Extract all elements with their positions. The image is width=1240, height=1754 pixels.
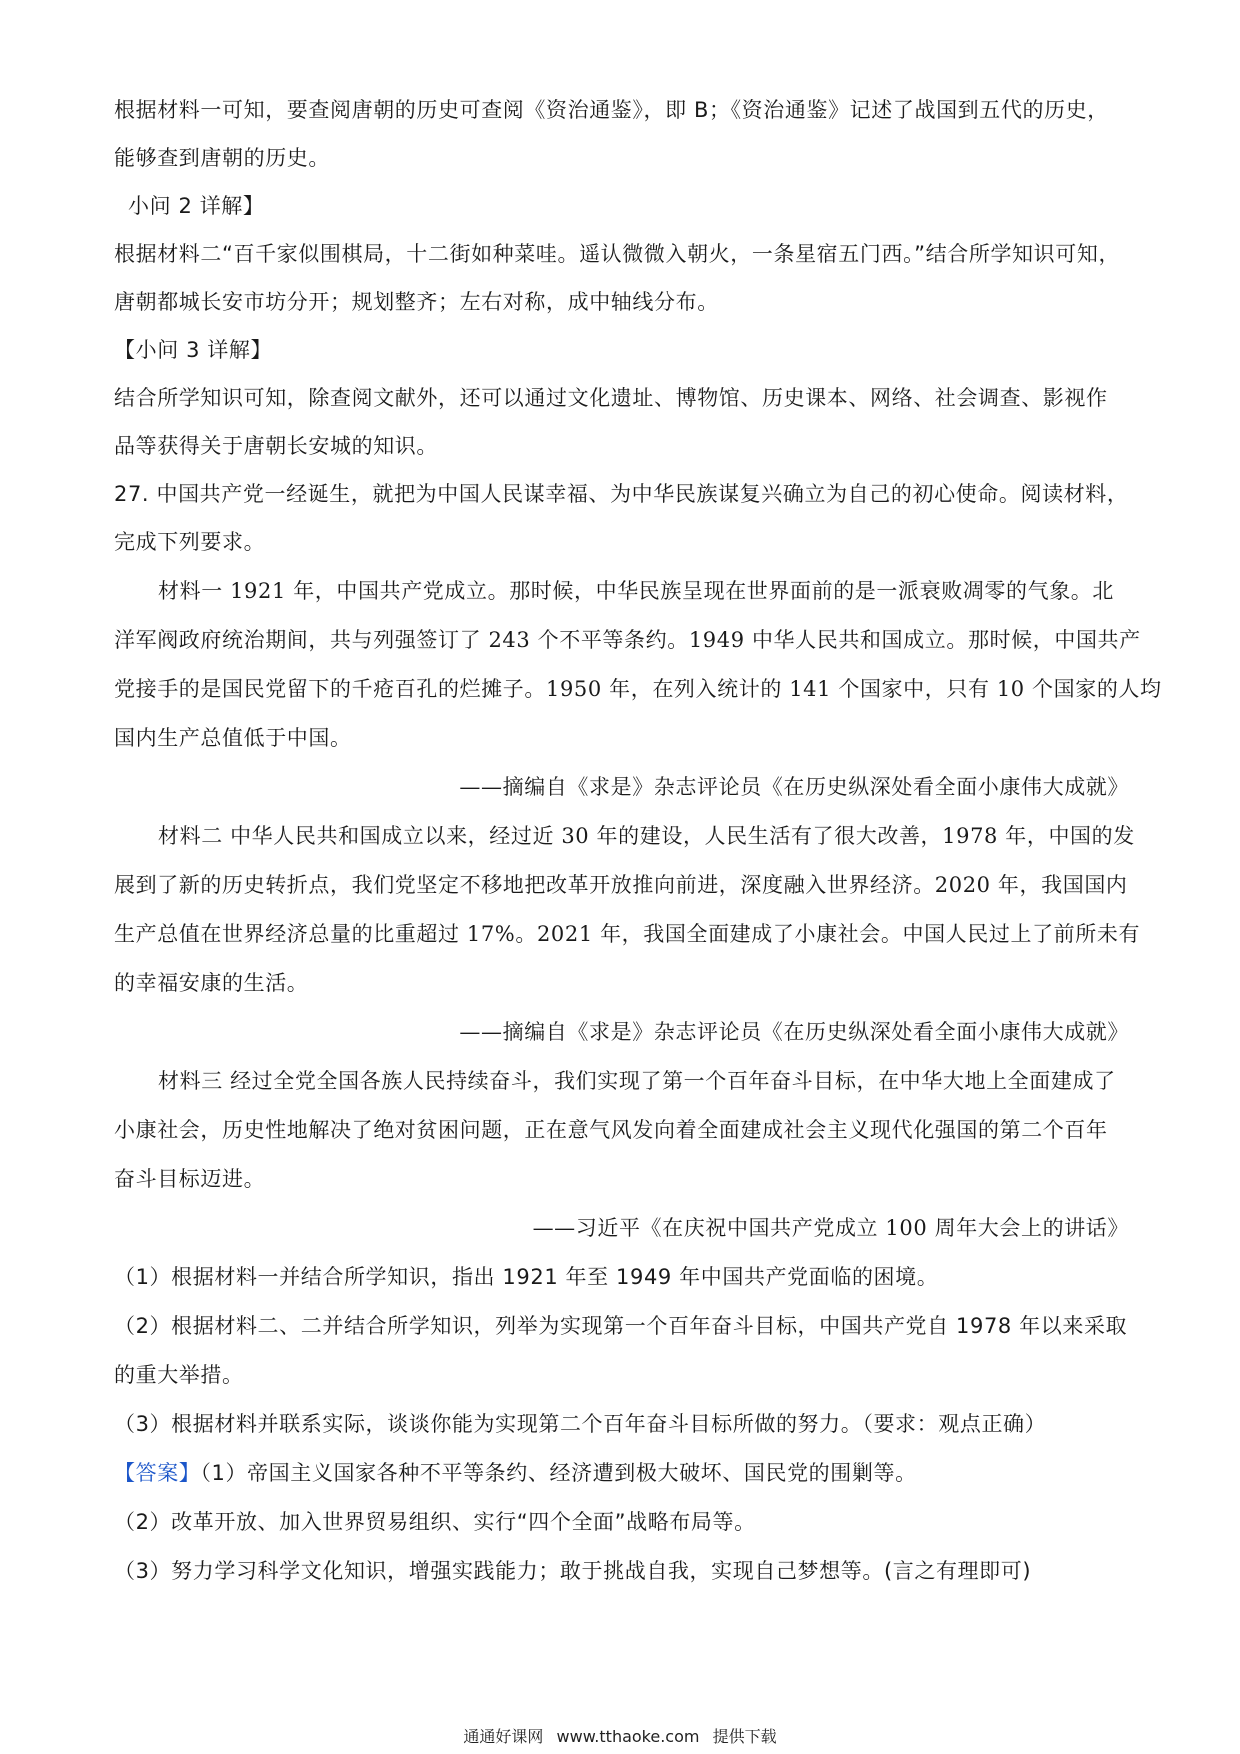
footer-url[interactable]: www.tthaoke.com	[556, 1727, 700, 1746]
para2-line2: 唐朝都城长安市坊分开；规划整齐；左右对称，成中轴线分布。	[114, 290, 719, 314]
material2-line4: 的幸福安康的生活。	[114, 971, 309, 995]
para2-line1: 根据材料二“百千家似围棋局，十二街如种菜哇。遥认微微入朝火，一条星宿五门西。”结合所学知识可知，	[114, 242, 1121, 266]
document-page	[114, 96, 1162, 1586]
material3-line1: 材料三 经过全党全国各族人民持续奋斗，我们实现了第一个百年奋斗目标，在中华大地上全面建成了	[158, 1069, 1116, 1093]
answer-3: （3）努力学习科学文化知识，增强实践能力；敢于挑战自我，实现自己梦想等。(言之有理即可)	[114, 1559, 1032, 1583]
para3-line1: 结合所学知识可知，除查阅文献外，还可以通过文化遗址、博物馆、历史课本、网络、社会调查、影视作	[114, 386, 1108, 410]
footer-suffix: 提供下载	[712, 1727, 777, 1746]
question-3-heading: 【小问 3 详解】	[114, 338, 273, 362]
answer-tag: 【答案】	[114, 1461, 201, 1485]
material1-line1: 材料一 1921 年，中国共产党成立。那时候，中华民族呈现在世界面前的是一派衰败凋零的气象。北	[158, 579, 1114, 603]
material3-line3: 奋斗目标迈进。	[114, 1167, 266, 1191]
sub-question-2-line1: （2）根据材料二、二并结合所学知识，列举为实现第一个百年奋斗目标，中国共产党自 1978 年以来采取	[114, 1314, 1128, 1338]
material1-line2: 洋军阀政府统治期间，共与列强签订了 243 个不平等条约。1949 中华人民共和国成立。那时候，中国共产	[114, 628, 1141, 652]
material1-line3: 党接手的是国民党留下的千疮百孔的烂摊子。1950 年，在列入统计的 141 个国家中，只有 10 个国家的人均	[114, 677, 1162, 701]
material2-line3: 生产总值在世界经济总量的比重超过 17%。2021 年，我国全面建成了小康社会。中国人民过上了前所未有	[114, 922, 1141, 946]
material3-source: ——习近平《在庆祝中国共产党成立 100 周年大会上的讲话》	[532, 1216, 1129, 1240]
material2-line1: 材料二 中华人民共和国成立以来，经过近 30 年的建设，人民生活有了很大改善，1978 年，中国的发	[158, 824, 1135, 848]
material2-line2: 展到了新的历史转折点，我们党坚定不移地把改革开放推向前进，深度融入世界经济。2020 年，我国国内	[114, 873, 1128, 897]
para3-line2: 品等获得关于唐朝长安城的知识。	[114, 434, 438, 458]
para1-line2: 能够查到唐朝的历史。	[114, 146, 330, 170]
question-27-line2: 完成下列要求。	[114, 530, 266, 554]
sub-question-2-line2: 的重大举措。	[114, 1363, 244, 1387]
question-2-heading: 小问 2 详解】	[128, 194, 265, 218]
footer-site-name: 通通好课网	[463, 1727, 544, 1746]
material1-line4: 国内生产总值低于中国。	[114, 726, 352, 750]
answer-line1	[114, 1459, 1129, 1488]
answer-1: （1）帝国主义国家各种不平等条约、经济遭到极大破坏、国民党的围剿等。	[200, 1461, 917, 1485]
material2-source: ——摘编自《求是》杂志评论员《在历史纵深处看全面小康伟大成就》	[459, 1020, 1129, 1044]
question-27-line1: 27. 中国共产党一经诞生，就把为中国人民谋幸福、为中华民族谋复兴确立为自己的初心使命。阅读材料，	[114, 482, 1129, 506]
sub-question-3: （3）根据材料并联系实际，谈谈你能为实现第二个百年奋斗目标所做的努力。（要求：观点正确）	[114, 1412, 1047, 1436]
sub-question-1: （1）根据材料一并结合所学知识，指出 1921 年至 1949 年中国共产党面临的困境。	[114, 1265, 939, 1289]
para1-line1: 根据材料一可知，要查阅唐朝的历史可查阅《资治通鉴》，即 B；《资治通鉴》记述了战国到五代的历史，	[114, 98, 1109, 122]
page-footer	[0, 1726, 1240, 1748]
material3-line2: 小康社会，历史性地解决了绝对贫困问题，正在意气风发向着全面建成社会主义现代化强国的第二个百年	[114, 1118, 1108, 1142]
material1-source: ——摘编自《求是》杂志评论员《在历史纵深处看全面小康伟大成就》	[459, 775, 1129, 799]
answer-2: （2）改革开放、加入世界贸易组织、实行“四个全面”战略布局等。	[114, 1510, 756, 1534]
